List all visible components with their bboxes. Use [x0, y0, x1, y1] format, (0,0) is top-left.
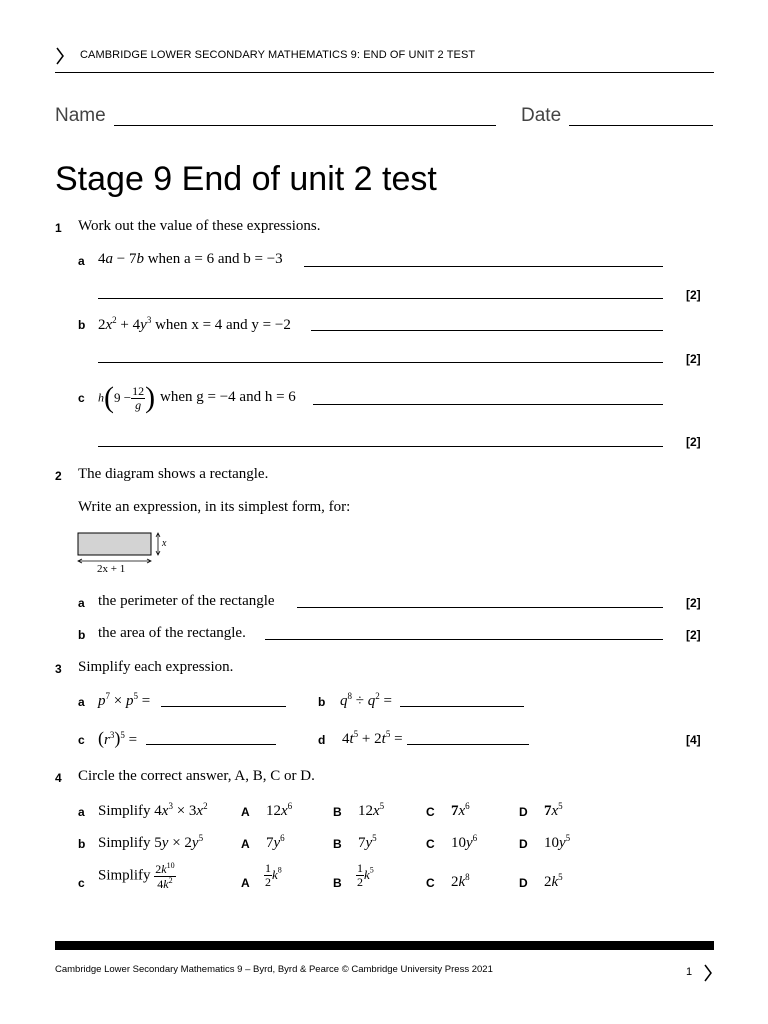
question-number-1: 1 [55, 221, 62, 235]
question-number-2: 2 [55, 469, 62, 483]
diagram-width-label: 2x + 1 [97, 563, 126, 575]
question-3-text: Simplify each expression. [78, 659, 234, 675]
footer-bar [55, 941, 714, 950]
q3a-expression: $p^7 \times p^5$ = [98, 691, 151, 709]
footer-copyright: Cambridge Lower Secondary Mathematics 9 – Byrd, Byrd & Pearce © Cambridge University Press 2021 [55, 964, 493, 975]
question-number-3: 3 [55, 662, 62, 676]
q4a-option-b[interactable]: $12x^5$ [358, 801, 385, 819]
q4c-option-a[interactable]: $\frac{1}{2}$ $k^8$ [265, 861, 282, 889]
question-2-text: The diagram shows a rectangle. [78, 466, 269, 482]
q1b-answer-line-2[interactable] [98, 362, 663, 363]
q3a-label: a [78, 695, 85, 709]
q4c-option-a-letter[interactable]: A [241, 876, 250, 890]
running-header: CAMBRIDGE LOWER SECONDARY MATHEMATICS 9: END OF UNIT 2 TEST [80, 49, 476, 61]
q4b-option-d-letter[interactable]: D [519, 837, 528, 851]
q1c-label: c [78, 391, 85, 405]
q4c-option-c[interactable]: $2k^8$ [451, 872, 470, 890]
q4b-option-a-letter[interactable]: A [241, 837, 250, 851]
q4c-option-b-letter[interactable]: B [333, 876, 342, 890]
q3c-answer-line[interactable] [146, 744, 276, 745]
q4b-label: b [78, 837, 86, 851]
q2a-text: the perimeter of the rectangle [98, 593, 275, 609]
q4a-option-c[interactable]: $7x^6$ [451, 801, 470, 819]
q4b-option-d[interactable]: $10y^5$ [544, 833, 571, 851]
q3d-answer-line[interactable] [407, 744, 529, 745]
question-2-instruction: Write an expression, in its simplest form, for: [78, 499, 351, 515]
q4a-label: a [78, 805, 85, 819]
q1c-answer-line-1[interactable] [313, 404, 663, 405]
question-4-text: Circle the correct answer, A, B, C or D. [78, 768, 315, 784]
q3c-label: c [78, 733, 85, 747]
q3b-answer-line[interactable] [400, 706, 524, 707]
q1b-marks: [2] [686, 352, 701, 366]
q3d-expression: $4t^5 + 2t^5$ = [342, 729, 403, 747]
name-label: Name [55, 105, 106, 126]
name-field[interactable] [114, 125, 496, 126]
q4a-option-d-letter[interactable]: D [519, 805, 528, 819]
chevron-right-icon [55, 47, 65, 65]
q4b-option-b-letter[interactable]: B [333, 837, 342, 851]
q2b-text: the area of the rectangle. [98, 625, 246, 641]
q4c-option-b[interactable]: $\frac{1}{2}$ $k^5$ [357, 861, 374, 889]
page-title: Stage 9 End of unit 2 test [55, 160, 437, 198]
q3b-expression: $q^8 \div q^2$ = [340, 691, 392, 709]
q4a-option-a-letter[interactable]: A [241, 805, 250, 819]
q2b-label: b [78, 628, 86, 642]
q1a-expression: 4a − 7b when a = 6 and b = −3 [98, 251, 283, 267]
q1b-answer-line-1[interactable] [311, 330, 663, 331]
next-page-chevron-icon[interactable] [703, 964, 713, 982]
q4c-label: c [78, 876, 85, 890]
q4b-option-c[interactable]: $10y^6$ [451, 833, 478, 851]
q1a-answer-line-2[interactable] [98, 298, 663, 299]
q3-marks: [4] [686, 733, 701, 747]
q2a-label: a [78, 596, 85, 610]
q1c-marks: [2] [686, 435, 701, 449]
q2b-marks: [2] [686, 628, 701, 642]
diagram-height-label: x [162, 538, 167, 549]
q2b-answer-line[interactable] [265, 639, 663, 640]
q4a-option-c-letter[interactable]: C [426, 805, 435, 819]
q4c-option-d[interactable]: $2k^5$ [544, 872, 563, 890]
q1a-marks: [2] [686, 288, 701, 302]
q1c-expression: h(9 − $\frac{12}{g}$ ) [98, 381, 156, 414]
q4a-option-b-letter[interactable]: B [333, 805, 342, 819]
q4b-option-a[interactable]: $7y^6$ [266, 833, 285, 851]
q1a-label: a [78, 254, 85, 268]
q4c-option-d-letter[interactable]: D [519, 876, 528, 890]
q2a-answer-line[interactable] [297, 607, 663, 608]
q4b-question: Simplify $5y \times 2y^5$ [98, 833, 204, 851]
q4c-option-c-letter[interactable]: C [426, 876, 435, 890]
q4b-option-c-letter[interactable]: C [426, 837, 435, 851]
question-number-4: 4 [55, 771, 62, 785]
q1c-condition: when g = −4 and h = 6 [160, 389, 296, 405]
q3d-label: d [318, 733, 326, 747]
q3c-expression: $(r^3)^5$ = [98, 728, 138, 748]
q4a-option-d[interactable]: $7x^5$ [544, 801, 563, 819]
q4a-question: Simplify $4x^3 \times 3x^2$ [98, 801, 208, 819]
header-rule [55, 72, 714, 73]
q2a-marks: [2] [686, 596, 701, 610]
q1b-expression: $2x^2 + 4y^3$ when x = 4 and y = −2 [98, 315, 291, 333]
date-label: Date [521, 105, 562, 126]
q4c-question: Simplify $\frac{2k^{10}}{4k^2}$ [98, 861, 175, 891]
q1a-answer-line-1[interactable] [304, 266, 663, 267]
question-1-text: Work out the value of these expressions. [78, 218, 321, 234]
date-field[interactable] [569, 125, 713, 126]
q4b-option-b[interactable]: $7y^5$ [358, 833, 377, 851]
page-number: 1 [686, 966, 693, 978]
q1c-answer-line-2[interactable] [98, 446, 663, 447]
q3b-label: b [318, 695, 326, 709]
q3a-answer-line[interactable] [161, 706, 286, 707]
q4a-option-a[interactable]: $12x^6$ [266, 801, 293, 819]
q1b-label: b [78, 318, 86, 332]
